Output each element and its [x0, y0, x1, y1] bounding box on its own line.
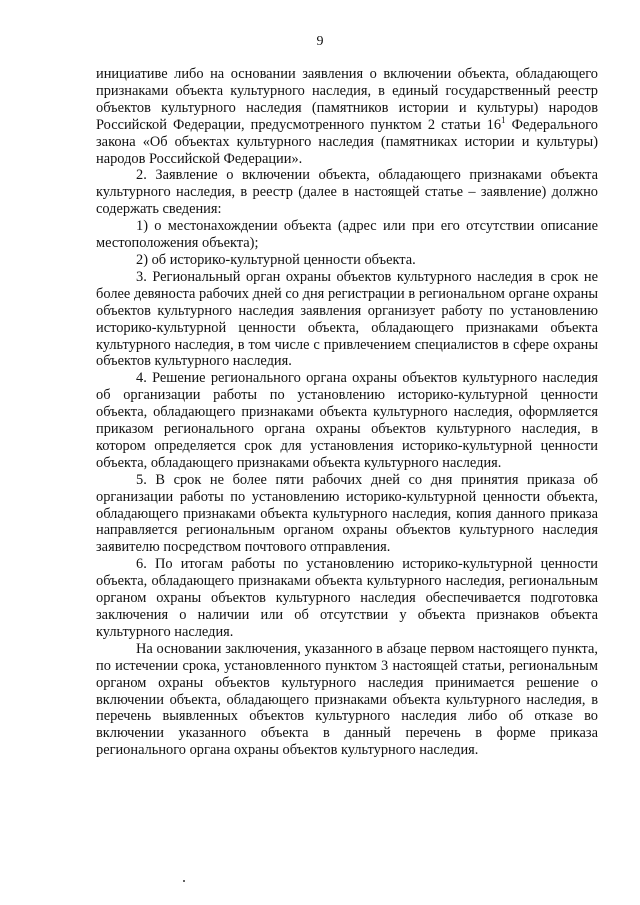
scan-speck	[183, 880, 185, 882]
paragraph-subitem-2: 2) об историко-культурной ценности объекта.	[136, 251, 416, 268]
page-number: 9	[316, 34, 324, 49]
superscript: 1	[501, 114, 506, 125]
paragraph-item-5: 5. В срок не более пяти рабочих дней со дня принятия приказа об организации работы по установлению историко-культурной ценности объекта, обладающего признаками объекта культурного наследия, копия данного приказа направляется региональным органом охраны объектов культурного наследия заявителю посредством почтового отправления.	[96, 471, 598, 556]
paragraph-item-4: 4. Решение регионального органа охраны объектов культурного наследия об организации работы по установлению историко-культурной ценности объекта, обладающего признаками объекта культурного наследия, оформляется приказом регионального органа охраны объектов культурного наследия, в котором определяется срок для установления историко-культурной ценности объекта, обладающего признаками объекта культурного наследия.	[96, 370, 598, 471]
paragraph-item-3: 3. Региональный орган охраны объектов культурного наследия в срок не более девяноста рабочих дней со дня регистрации в региональном органе охраны объектов культурного наследия заявления организует работу по установлению историко-культурной ценности объекта, обладающего признаками объекта культурного наследия, в том числе с привлечением специалистов в сфере охраны объектов культурного наследия.	[96, 268, 598, 370]
paragraph-item-2: 2. Заявление о включении объекта, обладающего признаками объекта культурного наследия, в реестр (далее в настоящей статье – заявление) должно содержать сведения:	[96, 167, 598, 218]
paragraph-continuation: инициативе либо на основании заявления о включении объекта, обладающего признаками объекта культурного наследия, в единый государственный реестр объектов культурного наследия (памятников истории и культуры) народов Российской Федерации, предусмотренного пунктом 2 статьи $16^1$ Федерального закона «Об объектах культурного наследия (памятниках истории и культуры) народов Российской Федерации».	[96, 66, 599, 167]
document-body	[96, 66, 598, 759]
paragraph-item-6-cont: На основании заключения, указанного в абзаце первом настоящего пункта, по истечении срока, установленного пунктом 3 настоящей статьи, региональным органом охраны объектов культурного наследия принимается решение о включении объекта, обладающего признаками объекта культурного наследия, в перечень выявленных объектов культурного наследия либо об отказе во включении указанного объекта в данный перечень в форме приказа регионального органа охраны объектов культурного наследия.	[96, 640, 598, 759]
paragraph-item-6: 6. По итогам работы по установлению историко-культурной ценности объекта, обладающего признаками объекта культурного наследия, региональным органом охраны объектов культурного наследия обеспечивается подготовка заключения о наличии или об отсутствии у объекта признаков объекта культурного наследия.	[96, 556, 598, 640]
paragraph-subitem-1: 1) о местонахождении объекта (адрес или при его отсутствии описание местоположения объекта);	[96, 218, 598, 252]
